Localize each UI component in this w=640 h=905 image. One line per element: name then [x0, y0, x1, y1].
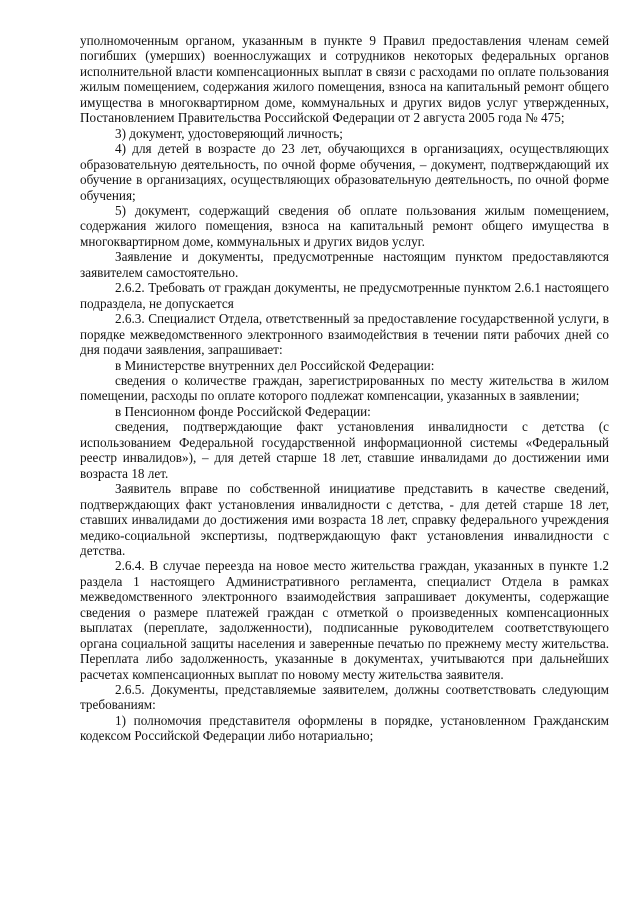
paragraph-requirement-1: 1) полномочия представителя оформлены в порядке, установленном Гражданским кодексом Российской Федерации либо нотариально; — [80, 712, 609, 744]
paragraph-pfr: в Пенсионном фонде Российской Федерации: — [115, 403, 371, 419]
paragraph-mvd: в Министерстве внутренних дел Российской Федерации: — [115, 357, 435, 373]
paragraph-mvd-info: сведения о количестве граждан, зарегистрированных по месту жительства в жилом помещении, расходы по оплате которого подлежат компенсации, указанных в заявлении; — [80, 372, 609, 404]
paragraph-item-4: 4) для детей в возрасте до 23 лет, обучающихся в организациях, осуществляющих образовательную деятельность, по очной форме обучения, – документ, подтверждающий их обучение в организациях, осуществляющих образовательную деятельность, по очной форме обучения; — [80, 141, 609, 203]
paragraph-2-6-2: 2.6.2. Требовать от граждан документы, не предусмотренные пунктом 2.6.1 настоящего подраздела, не допускается — [80, 280, 609, 311]
paragraph-intro-continuation: уполномоченным органом, указанным в пункте 9 Правил предоставления членам семей погибших (умерших) военнослужащих и сотрудников некоторых федеральных органов исполнительной власти компенсационных выплат в связи с расходами по оплате пользования жилым помещением, содержания жилого помещения, взноса на капитальный ремонт общего имущества в многоквартирном доме, коммунальных и других видов услуг утвержденных, Постановлением Правительства Российской Федерации от 2 августа 2005 года № 475; — [80, 33, 609, 126]
paragraph-2-6-3: 2.6.3. Специалист Отдела, ответственный за предоставление государственной услуги, в порядке межведомственного электронного взаимодействия в течении пяти рабочих дней со дня подачи заявления, запрашивает: — [80, 311, 609, 358]
paragraph-2-6-4: 2.6.4. В случае переезда на новое место жительства граждан, указанных в пункте 1.2 раздела 1 настоящего Административного регламента, специалист Отдела в рамках межведомственного электронного взаимодействия запрашивает документы, содержащие сведения о размере платежей граждан с отметкой о произведенных компенсационных выплатах (переплате, задолженности), подписанные руководителем соответствующего органа социальной защиты населения и заверенные печатью по прежнему месту жительства. Переплата либо задолженность, указанные в документах, учитываются при дальнейших расчетах компенсационных выплат по новому месту жительства заявителя. — [80, 558, 609, 682]
paragraph-item-5: 5) документ, содержащий сведения об оплате пользования жилым помещением, содержания жилого помещения, взноса на капитальный ремонт общего имущества в многоквартирном доме, коммунальных и других видов услуг. — [80, 202, 609, 249]
paragraph-applicant-initiative: Заявитель вправе по собственной инициативе представить в качестве сведений, подтверждающих факт установления инвалидности с детства, - для детей старше 18 лет, ставших инвалидами до достижения ими возраста 18 лет, справку федерального учреждения медико-социальной экспертизы, подтверждающую факт установления инвалидности с детства. — [80, 481, 609, 558]
paragraph-item-3: 3) документ, удостоверяющий личность; — [115, 125, 343, 141]
paragraph-pfr-info: сведения, подтверждающие факт установления инвалидности с детства (с использованием Федеральной государственной информационной системы «Федеральный реестр инвалидов»), – для детей старше 18 лет, ставшие инвалидами до достижении ими возраста 18 лет. — [80, 419, 609, 481]
paragraph-2-6-5: 2.6.5. Документы, представляемые заявителем, должны соответствовать следующим требованиям: — [80, 682, 609, 713]
paragraph-self-submission: Заявление и документы, предусмотренные настоящим пунктом предоставляются заявителем самостоятельно. — [80, 249, 609, 280]
